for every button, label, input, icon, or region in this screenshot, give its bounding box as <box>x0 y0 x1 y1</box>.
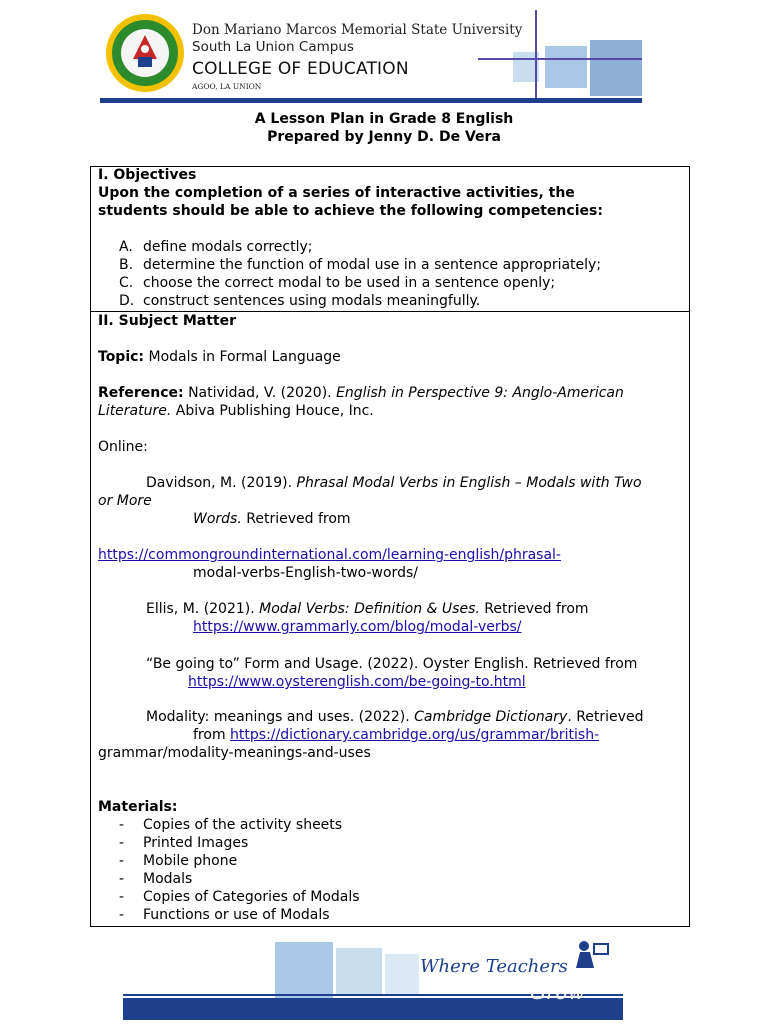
subject-matter-section <box>90 311 690 927</box>
materials-item: Printed Images <box>143 835 249 851</box>
footer-brand-text: Grow <box>530 980 585 1004</box>
online-ref-line <box>146 708 643 726</box>
objective-item: construct sentences using modals meaningfully. <box>143 293 481 309</box>
ref-url-line <box>193 726 599 744</box>
ref-retrieved: Retrieved from <box>484 601 589 617</box>
page-title: A Lesson Plan in Grade 8 English <box>254 111 514 127</box>
ref-retrieved: . Retrieved <box>567 709 644 725</box>
header-divider <box>100 98 642 103</box>
objective-item: choose the correct modal to be used in a sentence openly; <box>143 275 556 291</box>
footer-decor-square <box>336 948 382 996</box>
reference-title: Literature. <box>98 403 172 419</box>
header-horizontal-line <box>478 58 642 60</box>
topic-line <box>98 348 341 366</box>
online-ref-line <box>193 510 351 528</box>
ref-retrieved: Retrieved from <box>246 511 351 527</box>
header-decor-square <box>590 40 642 96</box>
header-vertical-line <box>535 10 537 100</box>
objective-marker: B. <box>119 257 134 273</box>
online-ref-line <box>146 474 642 492</box>
footer-brand-text: Where Teachers <box>420 956 568 977</box>
objective-marker: A. <box>119 239 133 255</box>
ref-author: Davidson, M. (2019). <box>146 475 293 491</box>
topic-value: Modals in Formal Language <box>148 349 341 365</box>
page-subtitle: Prepared by Jenny D. De Vera <box>267 129 501 145</box>
materials-item: Modals <box>143 871 193 887</box>
reference-author: Natividad, V. (2020). <box>188 385 332 401</box>
materials-bullet: - <box>119 907 125 923</box>
footer-figure-icon <box>570 938 610 978</box>
objectives-intro: Upon the completion of a series of interactive activities, the <box>98 185 575 201</box>
ref-title: Words. <box>193 511 242 527</box>
objectives-section <box>90 166 690 312</box>
ref-url-continued: grammar/modality-meanings-and-uses <box>98 745 371 761</box>
ref-title: Modal Verbs: Definition & Uses. <box>259 601 480 617</box>
university-seal-logo <box>105 13 185 93</box>
ref-url-line <box>188 673 526 691</box>
online-ref-line <box>146 600 589 618</box>
footer-decor-square <box>275 942 333 998</box>
reference-line <box>98 384 624 402</box>
ref-url-link[interactable]: https://www.grammarly.com/blog/modal-verbs/ <box>193 619 522 635</box>
ref-text: Modality: meanings and uses. (2022). <box>146 709 410 725</box>
materials-bullet: - <box>119 817 125 833</box>
topic-label: Topic: <box>98 349 145 365</box>
ref-url-continued: modal-verbs-English-two-words/ <box>193 565 418 581</box>
objective-marker: C. <box>119 275 134 291</box>
materials-bullet: - <box>119 889 125 905</box>
materials-item: Copies of the activity sheets <box>143 817 343 833</box>
materials-bullet: - <box>119 835 125 851</box>
university-name: Don Mariano Marcos Memorial State University <box>192 22 523 38</box>
reference-line <box>98 402 374 420</box>
materials-item: Mobile phone <box>143 853 238 869</box>
ref-author: Ellis, M. (2021). <box>146 601 255 617</box>
reference-label: Reference: <box>98 385 184 401</box>
materials-item: Copies of Categories of Modals <box>143 889 360 905</box>
town-name: AGOO, LA UNION <box>192 82 262 91</box>
objective-item: define modals correctly; <box>143 239 313 255</box>
subject-matter-heading: II. Subject Matter <box>98 313 237 329</box>
materials-item: Functions or use of Modals <box>143 907 330 923</box>
ref-url-link[interactable]: https://commongroundinternational.com/learning-english/phrasal- <box>98 547 561 563</box>
ref-url-line <box>98 546 561 564</box>
materials-bullet: - <box>119 853 125 869</box>
ref-url-link[interactable]: https://dictionary.cambridge.org/us/grammar/british- <box>230 727 600 743</box>
objectives-intro: students should be able to achieve the following competencies: <box>98 203 603 219</box>
online-label: Online: <box>98 439 148 455</box>
ref-title: Cambridge Dictionary <box>414 709 568 725</box>
footer-decor-square <box>385 954 419 994</box>
reference-publisher: Abiva Publishing Houce, Inc. <box>175 403 374 419</box>
campus-name: South La Union Campus <box>192 39 354 55</box>
ref-from: from <box>193 727 226 743</box>
ref-title: or More <box>98 493 152 509</box>
ref-url-line <box>193 618 522 636</box>
reference-title: English in Perspective 9: Anglo-American <box>336 385 624 401</box>
ref-title: Phrasal Modal Verbs in English – Modals with Two <box>296 475 642 491</box>
objectives-heading: I. Objectives <box>98 167 197 183</box>
online-ref-line: “Be going to” Form and Usage. (2022). Oyster English. Retrieved from <box>146 656 638 672</box>
objective-marker: D. <box>119 293 135 309</box>
materials-label: Materials: <box>98 799 178 815</box>
ref-url-link[interactable]: https://www.oysterenglish.com/be-going-to.html <box>188 674 526 690</box>
college-name: COLLEGE OF EDUCATION <box>192 59 409 79</box>
objective-item: determine the function of modal use in a sentence appropriately; <box>143 257 602 273</box>
materials-bullet: - <box>119 871 125 887</box>
header-decor-square <box>545 46 587 88</box>
